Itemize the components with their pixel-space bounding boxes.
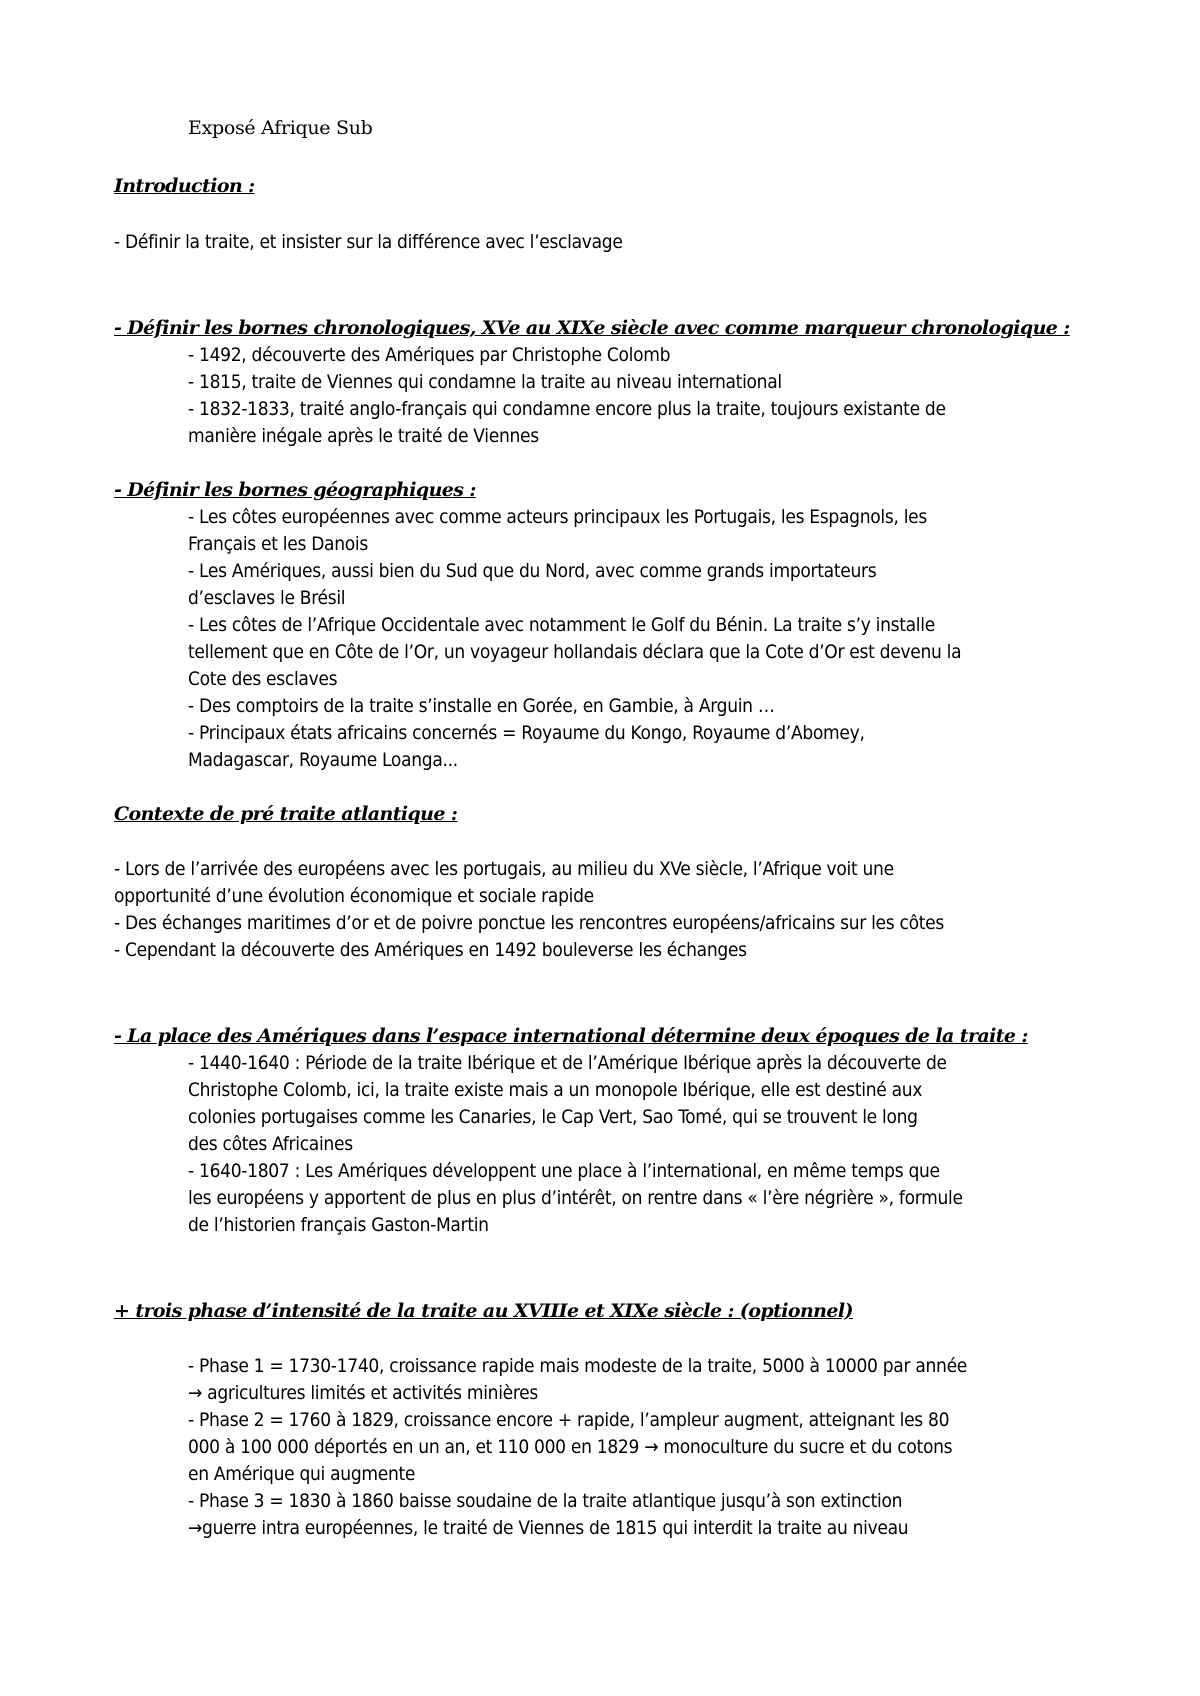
context-item: - Lors de l’arrivée des européens avec les portugais, au milieu du XVe siècle, l’Afrique voit une <box>114 858 894 880</box>
context-item: opportunité d’une évolution économique et sociale rapide <box>114 885 594 907</box>
americas-item: - 1640-1807 : Les Amériques développent une place à l’international, en même temps que <box>188 1160 940 1182</box>
americas-item: colonies portugaises comme les Canaries, le Cap Vert, Sao Tomé, qui se trouvent le long <box>188 1106 918 1128</box>
americas-item: des côtes Africaines <box>188 1133 353 1155</box>
phase-item: 000 à 100 000 déportés en un an, et 110 000 en 1829 → monoculture du sucre et du cotons <box>188 1436 953 1458</box>
chronology-item: - 1815, traite de Viennes qui condamne la traite au niveau international <box>188 371 782 393</box>
chronology-item: - 1832-1833, traité anglo-français qui condamne encore plus la traite, toujours existante de <box>188 398 946 420</box>
phase-item: en Amérique qui augmente <box>188 1463 416 1485</box>
geography-item: - Les côtes européennes avec comme acteurs principaux les Portugais, les Espagnols, les <box>188 506 927 528</box>
context-item: - Cependant la découverte des Amériques en 1492 bouleverse les échanges <box>114 939 747 961</box>
geography-heading: - Définir les bornes géographiques : <box>114 479 476 501</box>
geography-item: d’esclaves le Brésil <box>188 587 346 609</box>
chronology-item: - 1492, découverte des Amériques par Christophe Colomb <box>188 344 671 366</box>
phases-heading: + trois phase d’intensité de la traite au XVIIIe et XIXe siècle : (optionnel) <box>114 1300 853 1322</box>
phase-item: - Phase 1 = 1730-1740, croissance rapide mais modeste de la traite, 5000 à 10000 par année <box>188 1355 968 1377</box>
document-title: Exposé Afrique Sub <box>188 117 373 139</box>
geography-item: Français et les Danois <box>188 533 368 555</box>
context-heading: Contexte de pré traite atlantique : <box>114 803 458 825</box>
geography-item: Madagascar, Royaume Loanga... <box>188 749 458 771</box>
geography-item: - Les côtes de l’Afrique Occidentale avec notamment le Golf du Bénin. La traite s’y installe <box>188 614 935 636</box>
phase-item: - Phase 3 = 1830 à 1860 baisse soudaine de la traite atlantique jusqu’à son extinction <box>188 1490 903 1512</box>
chronology-item: manière inégale après le traité de Viennes <box>188 425 539 447</box>
americas-item: - 1440-1640 : Période de la traite Ibérique et de l’Amérique Ibérique après la découverte de <box>188 1052 947 1074</box>
geography-item: tellement que en Côte de l’Or, un voyageur hollandais déclara que la Cote d’Or est devenu la <box>188 641 962 663</box>
geography-item: - Principaux états africains concernés = Royaume du Kongo, Royaume d’Abomey, <box>188 722 865 744</box>
geography-item: - Des comptoirs de la traite s’installe en Gorée, en Gambie, à Arguin … <box>188 695 775 717</box>
americas-item: Christophe Colomb, ici, la traite existe mais a un monopole Ibérique, elle est destiné aux <box>188 1079 923 1101</box>
americas-item: de l’historien français Gaston-Martin <box>188 1214 489 1236</box>
geography-item: - Les Amériques, aussi bien du Sud que du Nord, avec comme grands importateurs <box>188 560 877 582</box>
chronology-heading: - Définir les bornes chronologiques, XVe au XIXe siècle avec comme marqueur chronologique : <box>114 317 1070 339</box>
phase-item: - Phase 2 = 1760 à 1829, croissance encore + rapide, l’ampleur augment, atteignant les 80 <box>188 1409 950 1431</box>
americas-heading: - La place des Amériques dans l’espace international détermine deux époques de la traite : <box>114 1025 1028 1047</box>
context-item: - Des échanges maritimes d’or et de poivre ponctue les rencontres européens/africains sur les côtes <box>114 912 944 934</box>
introduction-heading: Introduction : <box>114 175 255 197</box>
americas-item: les européens y apportent de plus en plus d’intérêt, on rentre dans « l’ère négrière », formule <box>188 1187 963 1209</box>
geography-item: Cote des esclaves <box>188 668 338 690</box>
phase-item: →guerre intra européennes, le traité de Viennes de 1815 qui interdit la traite au niveau <box>188 1517 909 1539</box>
phase-item: → agricultures limités et activités minières <box>188 1382 539 1404</box>
introduction-text: - Définir la traite, et insister sur la différence avec l’esclavage <box>114 231 623 253</box>
